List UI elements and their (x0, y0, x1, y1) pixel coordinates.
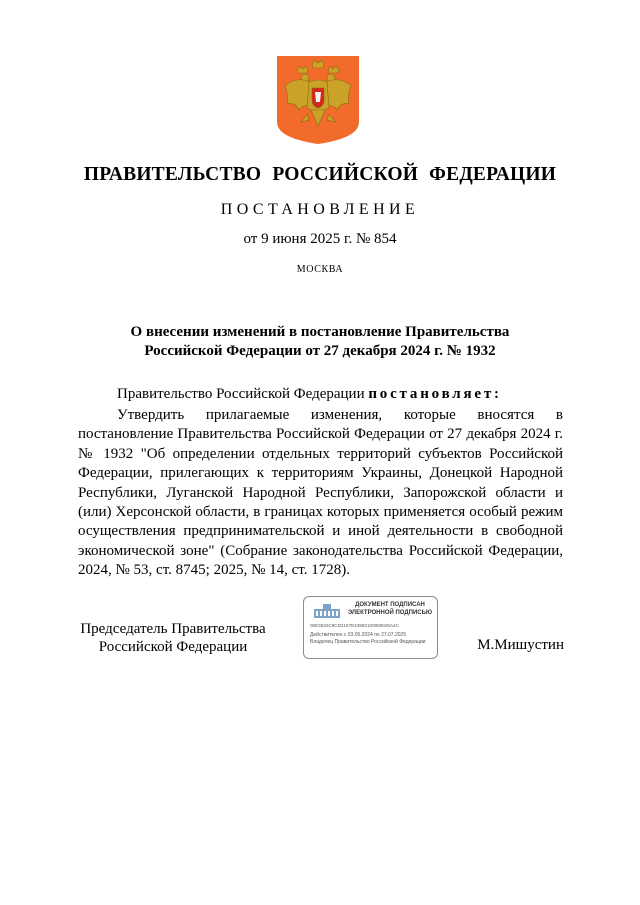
intro-resolves: постановляет: (368, 386, 502, 402)
intro-prefix: Правительство Российской Федерации (117, 386, 365, 402)
certificate-validity: Действителен с 03.05.2024 по 27.07.2025 (310, 632, 407, 638)
signatory-position-line-2: Российской Федерации (98, 639, 248, 655)
russian-coat-of-arms-icon (277, 56, 359, 144)
resolution-text: Утвердить прилагаемые изменения, которые вносятся в постановление Правительства Российской Федерации от 27 декабря 2024 г. № 1932 "Об определении отдельных территорий субъектов Российской Федерации, прилегающих к территориям Украины, Донецкой Народной Республики, Луганской Народной Республики, Запорожской области и (или) Херсонской области, в границах которых применяется особый режим осуществления предпринимательской и иной деятельности в свободной экономической зоне" (Собрание законодательства Российской Федерации, 2024, № 53, ст. 8745; 2025, № 14, ст. 1728). (78, 407, 563, 579)
signatory-position (78, 620, 268, 656)
subject-line-1: О внесении изменений в постановление Правительства (130, 324, 510, 340)
document-subject (100, 323, 540, 361)
resolution-intro (117, 386, 502, 403)
government-building-icon (312, 603, 342, 619)
subject-line-2: Российской Федерации от 27 декабря 2024 г. № 1932 (144, 343, 496, 359)
city: МОСКВА (296, 264, 344, 275)
stamp-title-line-2: ЭЛЕКТРОННОЙ ПОДПИСЬЮ (347, 609, 433, 616)
signatory-position-line-1: Председатель Правительства (80, 621, 266, 637)
government-title: ПРАВИТЕЛЬСТВО РОССИЙСКОЙ ФЕДЕРАЦИИ (83, 164, 557, 185)
document-type: ПОСТАНОВЛЕНИЕ (220, 201, 420, 218)
certificate-number: 00E3632C6CD2197E43992100069028A4C (310, 623, 399, 628)
signatory-name: М.Мишустин (477, 637, 564, 653)
document-date-number: от 9 июня 2025 г. № 854 (243, 231, 397, 247)
certificate-owner: Владелец Правительство Российской Федерации (310, 639, 426, 645)
stamp-title (344, 602, 436, 617)
stamp-title-line-1: ДОКУМЕНТ ПОДПИСАН (355, 602, 425, 608)
electronic-signature-stamp (303, 596, 438, 659)
